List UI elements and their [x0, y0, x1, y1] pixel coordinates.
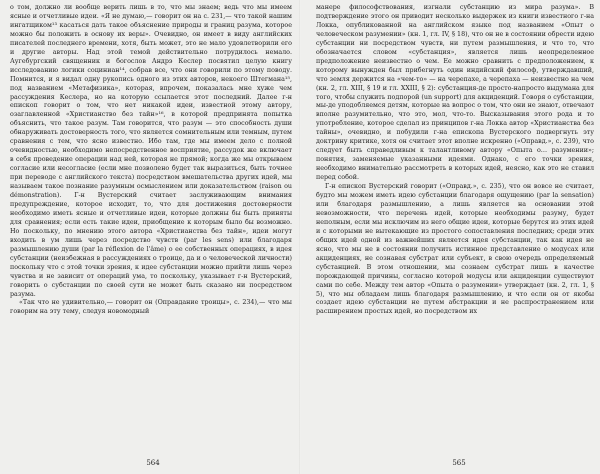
- left-page-text: [10, 4, 292, 317]
- left-paragraph-2: «Так что не удивительно,— говорит он (Оправдание троицы», с. 234),— что мы говорим на эту тему, следуя новомодный: [10, 299, 292, 316]
- right-paragraph-2: Г-н епископ Вустерский говорит («Оправд.», с. 235), что он вовсе не считает, будто мы можем иметь идею субстанции благодаря ощущению (par la sensation) или благодаря размышлению, а лишь является на основании этой невозможности, что перечень идей, которые необходимы разуму, будет неполным, если мы исключим из него общие идеи, которые берутся из этих идей и с которыми не вытекающие из простого сопоставления последних; среди этих общих идей одной из важнейших является идея субстанции, так как идея не ясно, что мы не в состоянии получить истинное представление о модусах или акциденциях, не сознавая субстрат или субъект, в свою очередь определяемый субстанцией. В этом отношении, мы сознаем субстрат лишь в качестве порождающей причины, согласно которой модусы или акциденции существуют сами по себе. Между тем автор «Опыта о разумении» утверждает (кн. 2, гл. 1, § 5), что мы обладаем лишь благодаря размышлению, и что если он от якобы создает идею субстанции не путем абстракции и не распространением или расширением простых идей, но посредством их: [316, 183, 594, 316]
- right-page-number: 565: [452, 459, 466, 467]
- book-gutter: [299, 0, 301, 474]
- right-page: [308, 4, 594, 472]
- left-page: [6, 4, 292, 472]
- right-paragraph-1: манере философствования, изгнали субстанцию из мира разума». В подтверждение этого он приводит несколько выдержек из книги известного г-на Локка, опубликованной на английском языке под названием «Опыт о человеческом разумении» (кн. 1, гл. IV, § 18), что он не в состоянии обрести идею субстанции ни посредством чувств, ни путем размышления, и что то, что обозначается словом «субстанция», является лишь неопределенное предположение неизвестно о чем. Ее можно сравнить с предположением, к которому вынужден был прибегнуть один индийский философ, утверждавший, что земля держится на «чем-то» — на черепахе, а черепаха — неизвестно на чем (кн. 2, гл. XIII, § 19 и гл. XXIII, § 2): субстанция-де просто-напросто выдумана для того, чтобы служить подпорой (un support) для акциденций. Говоря о субстанции, мы-де уподобляемся детям, которые на вопрос о том, что они не знают, отвечают вполне разумительно, что это, мол, что-то. Высказывания этого рода и то употребление, которое сделал из принципов г-на Локка автор «Христианства без тайны», очевидно, и побудили г-на епископа Вустерского подвергнуть эту доктрину критике, хотя он считает этот вполне искренно («Оправд.», с. 239), что следует быть справедливым к талантливому автору «Опыта о… разумении»; понятия, заменяемые указанными идеями. Однако, с его точки зрения, необходимо внимательно рассмотреть в которых идей, неясно, как это не ставил перед собой.: [316, 4, 594, 182]
- left-paragraph-1: о том, должно ли вообще верить лишь в то, что мы знаем; ведь что мы имеем ясные и отчетливые идеи. «Я не думаю,— говорит он на с. 231,— что такой нашим ингатщиком¹³ касаться дать такое объяснение природы и границ разума, которое можно бы положить в основу их веры». Очевидно, он имеет в виду английских писателей последнего времени, хотя, быть может, это не мало удовлетворили его и другие авторы. Над этой темой действительно потрудилось немало. Аугебургский священник и богослов Андрэ Кеслер посвятил целую книгу исследованию логики социниан¹⁴, собрав все, что они говорили по этому поводу. Помнится, и я видал одну рукопись одного из этих авторов, некоего Штегмана¹⁵, под названием «Метафизика», которая, впрочем, показалась мне хуже чем рассуждения Кеслера, но на которую ссылается этот последний. Далее г-н епископ говорит о том, что нет никакой идеи, известной этому автору, озаглавленной «Христианство без тайн»¹⁶, в которой предпринята попытка объяснить, что такое разум. Там говорится, что разум — это способность души обнаруживать достоверность того, что является сомнительным или темным, путем сравнения с тем, что ясно известно. Ибо там, где мы имеем дело с полной очевидностью, необходимо непосредственное восприятие, рассудок же включает в себя проведение операции над ней, которая не прямой; когда же мы открываем согласие или несогласие (если мне позволено будет так выразиться, быть точнее при переводе с английского текста) посредством вмешательства других идей, мы называем такое познание разумным осмыслением или доказательством (raison ou démonstration). Г-н Вустерский считает заслуживающим внимания предупреждение, которое исходит, то, что для достижения достоверности необходимо иметь ясные и отчетливые идеи, которые должны бы быть приняты для сравнения; если есть такие идеи, приобщение к которым было бы возможно. Но поскольку, по мнению этого автора «Христианства без тайн», идеи могут входить в ум лишь через посредство чувств (par les sens) или благодаря размышлению души (par la réflexion de l'âme) о ее собственных операциях, в идея субстанции (неизбежная в рассуждениях о троице, да и о человеческой личности) поскольку что с этой точки зрения, к идее субстанции можно прийти лишь через чувства и не зависит от операций ума, то поскольку, указывает г-н Вустерский, говорить о субстанции по своей сути не может быть сказано ни посредством разума.: [10, 4, 292, 298]
- right-page-text: [316, 4, 594, 317]
- left-page-number: 564: [146, 459, 160, 467]
